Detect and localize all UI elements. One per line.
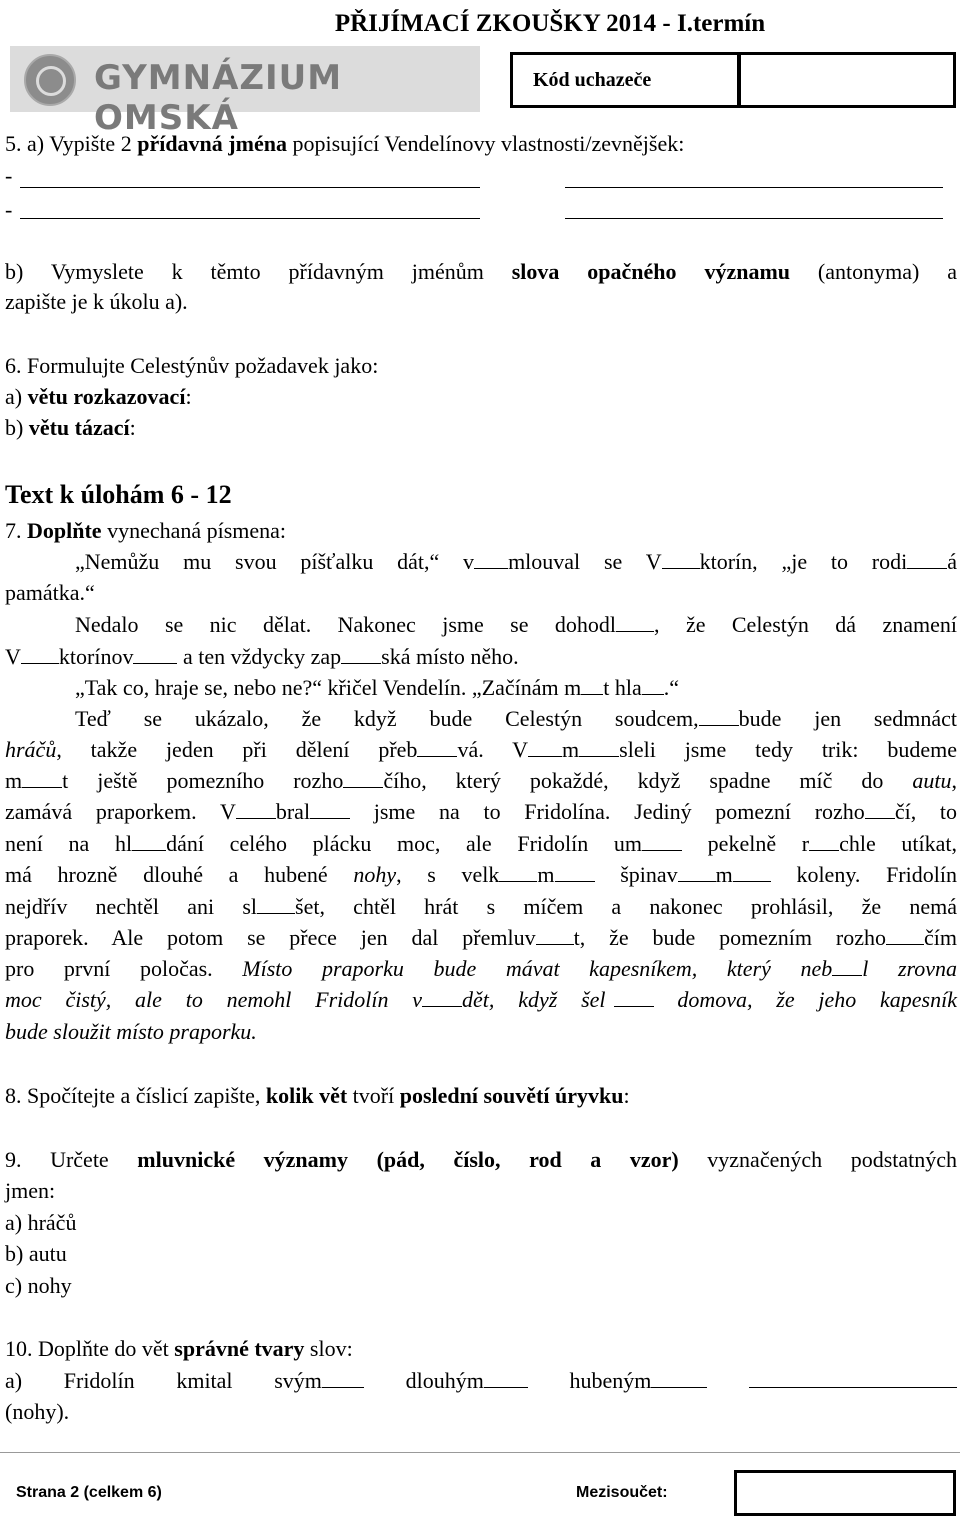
subtotal-box[interactable]: [734, 1470, 956, 1516]
q9-prompt: 9. Určete mluvnické významy (pád, číslo, rod a vzor) vyznačených podstatných: [5, 1147, 958, 1172]
text-heading: Text k úlohám 6 - 12: [5, 480, 232, 509]
subtotal-label: Mezisoučet:: [576, 1484, 668, 1501]
q10a-sentence: a) Fridolín kmital svým dlouhým hubeným: [5, 1367, 957, 1395]
q7-text-line: není na hl dání celého plácku moc, ale Fridolín um pekelně r chle utíkat,: [5, 831, 957, 856]
q7-text-line: Teď se ukázalo, že když bude Celestýn soudcem, bude jen sedmnáct: [75, 706, 957, 731]
q10a-sentence-line2: (nohy).: [5, 1399, 70, 1424]
answer-line[interactable]: [565, 187, 943, 188]
q7-text-line: „Nemůžu mu svou píšťalku dát,“ v mlouval se V ktorín, „je to rodi á: [75, 549, 958, 574]
q9-prompt-line2: jmen:: [5, 1178, 56, 1203]
footer-divider: [0, 1452, 960, 1453]
q5-dash-1: -: [5, 163, 13, 188]
q9c-item: c) nohy: [5, 1273, 72, 1298]
q7-text-line: „Tak co, hraje se, nebo ne?“ křičel Vendelín. „Začínám m t hla .“: [75, 675, 680, 700]
q7-text-line: moc čistý, ale to nemohl Fridolín v dět, když šel domova, že jeho kapesník: [5, 987, 958, 1012]
q7-text-line: památka.“: [5, 580, 95, 605]
q8-prompt: 8. Spočítejte a číslicí zapište, kolik vět tvoří poslední souvětí úryvku:: [5, 1083, 630, 1108]
q9b-item: b) autu: [5, 1241, 67, 1266]
school-logo: [10, 46, 480, 138]
page-number: Strana 2 (celkem 6): [16, 1484, 162, 1501]
code-divider: [739, 55, 741, 105]
q7-text-line: m t ještě pomezního rozho čího, který pokaždé, když spadne míč do autu,: [5, 768, 957, 793]
q7-prompt: 7. Doplňte vynechaná písmena:: [5, 518, 287, 543]
q7-text-line: má hrozně dlouhé a hubené nohy, s velk m špinav m koleny. Fridolín: [5, 862, 957, 887]
q5b-prompt-line2: zapište je k úkolu a).: [5, 289, 188, 314]
q7-text-line: pro první poločas. Místo praporku bude mávat kapesníkem, který neb l zrovna: [5, 956, 958, 981]
answer-line[interactable]: [565, 218, 943, 219]
q6b-prompt: b) větu tázací:: [5, 415, 136, 440]
q7-text-line: bude sloužit místo praporku.: [5, 1019, 257, 1044]
logo-emblem-icon: [24, 54, 76, 106]
q5-dash-2: -: [5, 197, 13, 222]
q9a-item: a) hráčů: [5, 1210, 77, 1235]
logo-text: GYMNÁZIUM OMSKÁ: [94, 58, 343, 138]
answer-line[interactable]: [20, 218, 480, 219]
answer-line[interactable]: [20, 187, 480, 188]
q7-text-line: V ktorínov a ten vždycky zap ská místo něho.: [5, 644, 519, 669]
exam-title: PŘIJÍMACÍ ZKOUŠKY 2014 - I.termín: [334, 10, 766, 37]
q6-prompt: 6. Formulujte Celestýnův požadavek jako:: [5, 353, 379, 378]
q7-text-line: nejdřív nechtěl ani sl šet, chtěl hrát s míčem a nakonec prohlásil, že nemá: [5, 894, 957, 919]
q10-prompt: 10. Doplňte do vět správné tvary slov:: [5, 1336, 353, 1361]
q7-text-line: zamává praporkem. V bral jsme na to Fridolína. Jediný pomezní rozho čí, to: [5, 799, 957, 824]
q7-text-line: Nedalo se nic dělat. Nakonec jsme se dohodl , že Celestýn dá znamení: [75, 612, 957, 637]
candidate-code-box: [510, 52, 956, 108]
q6a-prompt: a) větu rozkazovací:: [5, 384, 192, 409]
q7-text-line: praporek. Ale potom se přece jen dal přemluv t, že bude pomezním rozho čím: [5, 925, 957, 950]
q7-text-line: hráčů, takže jeden při dělení přeb vá. V m sleli jsme tedy trik: budeme: [5, 737, 957, 762]
q5b-prompt: b) Vymyslete k těmto přídavným jménům slova opačného významu (antonyma) a: [5, 259, 957, 284]
candidate-code-label: Kód uchazeče: [513, 55, 739, 105]
q5a-prompt: 5. a) Vypište 2 přídavná jména popisující Vendelínovy vlastnosti/zevnějšek:: [5, 131, 685, 156]
